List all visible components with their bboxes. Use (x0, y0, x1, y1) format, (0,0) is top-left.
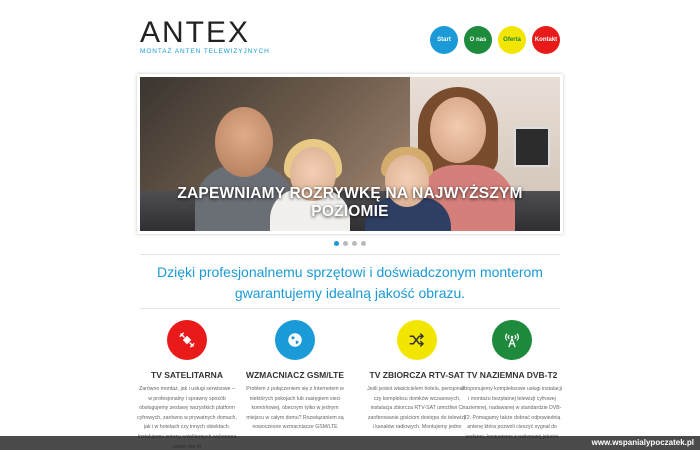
slider-dot-1[interactable] (334, 241, 339, 246)
globe-icon (286, 331, 304, 349)
feature-description: Zarówno montaż, jak i usługi serwisowe – w profesjonalny i sprawny sposób obsługujemy zestawy wszystkich platform cyfrowych, zarówno w prywatnych domach, jak i w hotelach czy innych obiektach. (137, 386, 237, 431)
feature-icon-circle (492, 320, 532, 360)
feature-tv-naziemna-dvb-t2[interactable] (462, 320, 562, 443)
hero-slider[interactable] (137, 74, 563, 234)
slider-pagination (334, 241, 366, 246)
antenna-icon (503, 331, 521, 349)
feature-wzmacniacz-gsm-lte[interactable] (245, 320, 345, 433)
feature-icon-circle (275, 320, 315, 360)
feature-icon-circle (167, 320, 207, 360)
feature-title: TV ZBIORCZA RTV-SAT (369, 370, 465, 380)
features-section (137, 320, 570, 440)
nav-contact-button[interactable]: Kontakt (532, 26, 560, 54)
watermark-bar: www.wspanialypoczatek.pl (0, 436, 700, 450)
slide-caption: ZAPEWNIAMY ROZRYWKĘ NA NAJWYŻSZYM POZIOMIE (177, 185, 523, 220)
feature-description: Jeśli jesteś właścicielem hotelu, pensjonatu czy kompleksu domków wczasowych, instalacja zbiorcza RTV-SAT umożliwi Ci zaoferowanie gościom dostępu do telewizji i kanałów radiowych. Montujemy jedno (367, 386, 467, 431)
satellite-icon (178, 331, 196, 349)
feature-title: WZMACNIACZ GSM/LTE (245, 370, 345, 380)
slider-dot-4[interactable] (361, 241, 366, 246)
feature-tv-satelitarna[interactable] (137, 320, 237, 450)
tagline: Dzięki profesjonalnemu sprzętowi i doświadczonym monterom gwarantujemy idealną jakość obrazu. (157, 264, 543, 301)
person-father-head (215, 107, 273, 177)
feature-icon-circle (397, 320, 437, 360)
nav-about-button[interactable]: O nas (464, 26, 492, 54)
feature-title: TV SATELITARNA (151, 370, 223, 380)
person-mother-head (430, 97, 486, 163)
logo[interactable] (140, 18, 270, 55)
logo-title: ANTEX (140, 16, 251, 49)
shuffle-icon (408, 331, 426, 349)
main-nav (430, 26, 560, 54)
feature-title: TV NAZIEMNA DVB-T2 (466, 370, 558, 380)
logo-subtitle: MONTAŻ ANTEN TELEWIZYJNYCH (140, 48, 270, 55)
feature-description: Proponujemy kompleksowe usługi instalacji i montażu bezpłatnej telewizji cyfrowej naziemnej, nadawanej w standardzie DVB-T2. Pomagamy także dobrać odpowiednią antenę która pozwoli cieszyć sygnał do (462, 386, 562, 431)
hero-slide-image (140, 77, 560, 231)
nav-offer-button[interactable]: Oferta (498, 26, 526, 54)
nav-start-button[interactable]: Start (430, 26, 458, 54)
divider-top (140, 254, 560, 255)
feature-description: Problem z połączeniem się z Internetem w niektórych pokojach lub zasięgiem sieci komórkowej, obecnym tylko w jednym miejscu w całym domu? Rozwiązaniem są nowoczesne wzmacniacze GSM/LTE (246, 386, 344, 431)
slider-dot-2[interactable] (343, 241, 348, 246)
feature-tv-zbiorcza-rtv-sat[interactable] (367, 320, 467, 433)
slider-dot-3[interactable] (352, 241, 357, 246)
divider-bottom (140, 308, 560, 309)
slide-picture-frame (514, 127, 550, 167)
